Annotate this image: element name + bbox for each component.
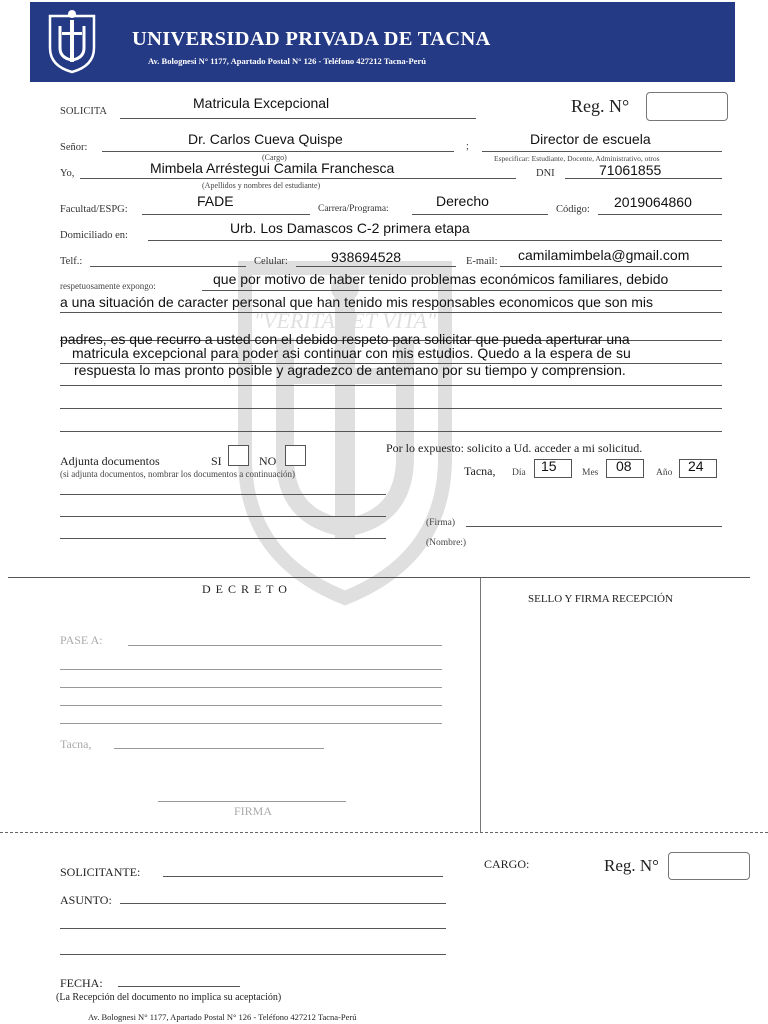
mes-label: Mes [582,468,599,478]
fecha-label: FECHA: [60,976,103,990]
adjunta-caption: (si adjunta documentos, nombrar los documentos a continuación) [60,469,295,479]
decreto-divider [480,578,481,833]
student-name-field[interactable]: Mimbela Arréstegui Camila Franchesca [150,160,395,176]
celular-field[interactable]: 938694528 [331,249,402,265]
expuesto-text: Por lo expuesto: solicito a Ud. acceder a mi solicitud. [386,441,643,455]
expongo-line-5[interactable]: respuesta lo mas pronto posible y agradezco de antemano por su tiempo y comprension. [74,362,626,378]
expongo-label: respetuosamente expongo: [60,281,156,291]
telf-label: Telf.: [60,256,83,267]
senor-field[interactable]: Dr. Carlos Cueva Quispe [188,131,343,147]
header-banner [30,2,735,82]
cargo-caption: (Cargo) [262,153,287,162]
anio-value: 24 [688,458,704,474]
expongo-line-2[interactable]: a una situación de caracter personal que han tenido mis responsables economicos que son mis [60,294,654,310]
decreto-firma-label: FIRMA [234,804,273,818]
disclaimer: (La Recepción del documento no implica su aceptación) [56,992,282,1003]
adjunta-label: Adjunta documentos [60,454,160,468]
yo-label: Yo, [60,168,75,179]
semicolon: ; [466,141,469,152]
cargo-label: CARGO: [484,857,530,871]
cargo-field[interactable]: Director de escuela [530,131,651,147]
solicita-field[interactable]: Matricula Excepcional [193,95,330,111]
domicilio-field[interactable]: Urb. Los Damascos C-2 primera etapa [230,220,470,236]
firma-label: (Firma) [426,518,456,528]
cut-line [0,832,768,833]
facultad-label: Facultad/ESPG: [60,204,128,215]
nombre-label: (Nombre:) [426,538,467,548]
no-label: NO [259,454,277,468]
celular-label: Celular: [254,256,288,267]
solicitante-label: SOLICITANTE: [60,865,141,879]
apellidos-caption: (Apellidos y nombres del estudiante) [202,181,321,190]
anio-label: Año [656,468,673,478]
expongo-line-1[interactable]: que por motivo de haber tenido problemas económicos familiares, debido [213,271,669,287]
footer-address: Av. Bolognesi N° 1177, Apartado Postal N° 126 - Teléfono 427212 Tacna-Perú [88,1012,357,1022]
si-checkbox[interactable] [228,445,249,466]
sello-label: SELLO Y FIRMA RECEPCIÓN [528,593,673,605]
no-checkbox[interactable] [285,445,306,466]
email-field[interactable]: camilamimbela@gmail.com [518,247,690,263]
decreto-tacna-label: Tacna, [60,737,92,751]
si-label: SI [211,454,222,468]
mes-value: 08 [616,458,632,474]
expongo-line-3[interactable]: padres, es que recurro a usted con el debido respeto para solicitar que pueda aperturar una [60,331,630,347]
reg-number-field[interactable] [646,92,728,121]
dni-label: DNI [536,168,555,179]
asunto-label: ASUNTO: [60,893,112,907]
expongo-line-4[interactable]: matricula excepcional para poder asi continuar con mis estudios. Quedo a la espera de su [72,345,631,361]
dni-field[interactable]: 71061855 [599,162,662,178]
facultad-field[interactable]: FADE [197,193,234,209]
carrera-field[interactable]: Derecho [436,193,489,209]
cargo-reg-label: Reg. N° [604,856,659,875]
domicilio-label: Domiciliado en: [60,230,128,241]
senor-label: Señor: [60,142,88,153]
decreto-title: D E C R E T O [202,582,288,596]
dia-label: Día [512,468,526,478]
tacna-label: Tacna, [464,464,496,478]
header-address: Av. Bolognesi N° 1177, Apartado Postal N° 126 - Teléfono 427212 Tacna-Perú [148,56,426,66]
solicita-label: SOLICITA [60,106,107,117]
cargo-reg-field[interactable] [668,852,750,880]
carrera-label: Carrera/Programa: [318,204,389,214]
codigo-label: Código: [556,204,590,215]
dia-value: 15 [541,458,557,474]
university-crest-icon [46,8,98,74]
reg-label: Reg. N° [571,96,630,116]
especificar-caption: Especificar: Estudiante, Docente, Administrativo, otros [494,154,660,163]
watermark-motto: "VERITAS ET VITA" [253,308,437,333]
university-title: UNIVERSIDAD PRIVADA DE TACNA [132,28,491,50]
pase-label: PASE A: [60,633,103,647]
email-label: E-mail: [466,256,498,267]
codigo-field[interactable]: 2019064860 [614,194,692,210]
